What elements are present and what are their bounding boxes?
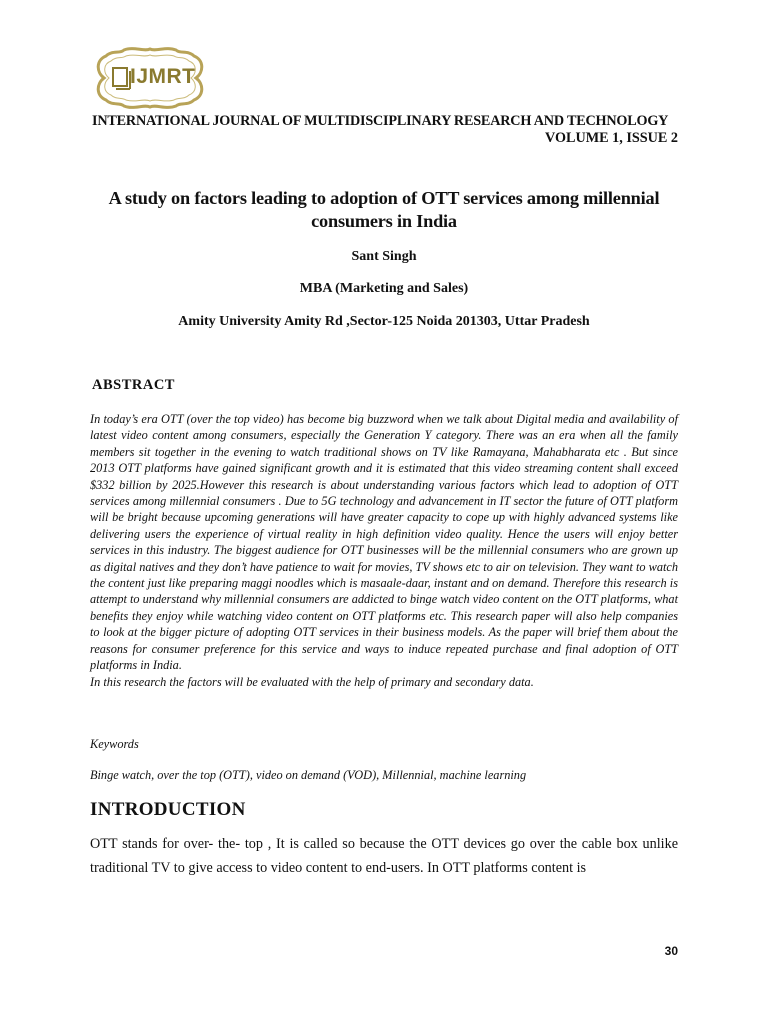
- introduction-paragraph: OTT stands for over- the- top , It is called so because the OTT devices go over the cable box unlike traditional TV to give access to video content to end-users. In OTT platforms content is: [90, 836, 678, 876]
- abstract-paragraph: In this research the factors will be evaluated with the help of primary and secondary data.: [90, 674, 534, 689]
- author-affiliation: Amity University Amity Rd ,Sector-125 Noida 201303, Uttar Pradesh: [178, 314, 590, 329]
- journal-logo: [90, 46, 210, 110]
- author-degree: MBA (Marketing and Sales): [299, 281, 469, 296]
- keywords-text: Binge watch, over the top (OTT), video on demand (VOD), Millennial, machine learning: [90, 768, 527, 782]
- volume-issue: VOLUME 1, ISSUE 2: [545, 130, 678, 146]
- abstract-paragraph: In today’s era OTT (over the top video) has become big buzzword when we talk about Digital media and availability of latest video content among consumers, especially the Generation Y category. There was an era when all the family members sit together in the evening to watch traditional shows on TV like Ramayana, Mahabharata etc . But since 2013 OTT platforms have gained significant growth and it is estimated that this video streaming content shall exceed $332 billion by 2025.However this research is about understanding various factors which lead to adoption of OTT services among millennial consumers . Due to 5G technology and advancement in IT sector the future of OTT platform will be bright because upcoming generations will have greater capacity to cope up with highly advanced systems like delivering users the experience of virtual reality in high definition video quality. Hence the users will enjoy better services in this industry. The biggest audience for OTT businesses will be the millennial consumers who are grown up as digital natives and they don’t have patience to wait for movies, TV shows etc to air on television. They want to watch the content just like preparing maggi noodles which is masaale-daar, instant and on demand. Therefore this research is attempt to understand why millennial consumers are addicted to binge watch video content on the OTT platforms, what benefits they enjoy while watching video content on OTT platforms etc. This research paper will also help companies to look at the bigger picture of adopting OTT services in their business models. As the paper will brief them about the reasons for consumer preference for this service and ways to induce repeated purchase and final adoption of OTT platforms in India.: [90, 412, 678, 673]
- abstract-body: [90, 411, 678, 690]
- book-icon: [113, 68, 130, 89]
- introduction-heading: INTRODUCTION: [90, 799, 246, 820]
- author-name: Sant Singh: [351, 249, 417, 264]
- journal-name: INTERNATIONAL JOURNAL OF MULTIDISCIPLINARY RESEARCH AND TECHNOLOGY: [92, 113, 669, 129]
- page-number: 30: [664, 944, 678, 958]
- logo-text: IJMRT: [130, 65, 196, 88]
- keywords-label: Keywords: [90, 737, 139, 751]
- abstract-heading: ABSTRACT: [92, 377, 175, 393]
- paper-title: A study on factors leading to adoption of OTT services among millennial consumers in India: [108, 188, 660, 231]
- introduction-body: [90, 832, 678, 880]
